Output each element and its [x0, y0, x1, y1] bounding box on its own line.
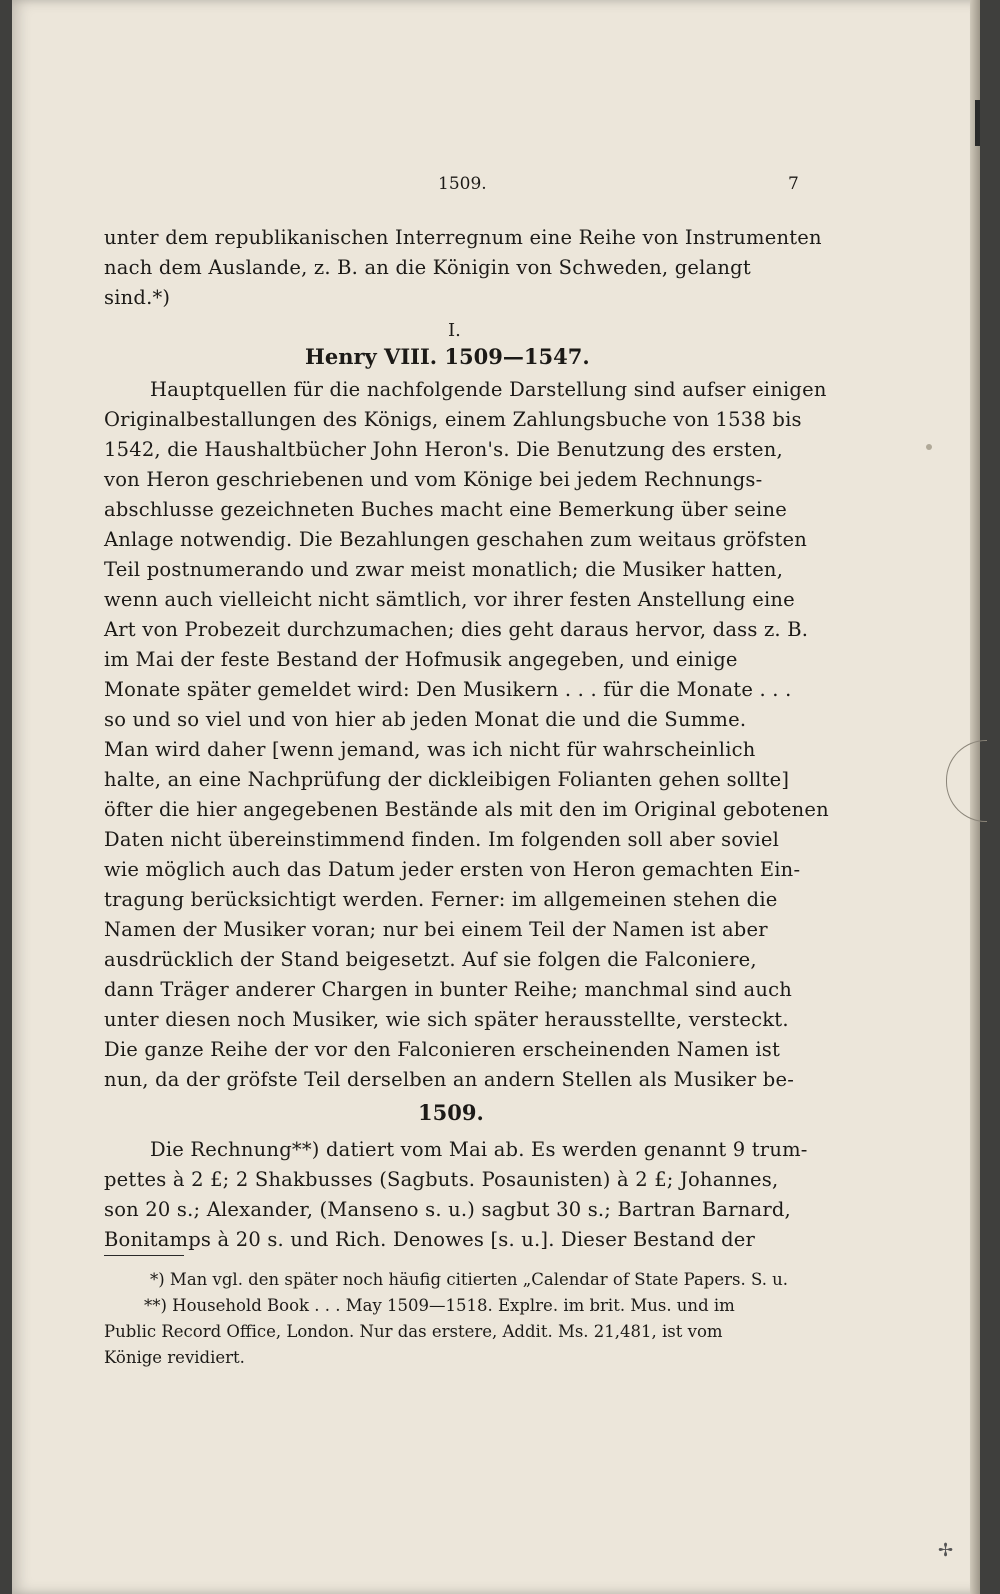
footnote-rule — [104, 1255, 184, 1256]
body-line: 1542, die Haushaltbücher John Heron's. Die Benutzung des ersten, — [104, 438, 783, 461]
body-line: halte, an eine Nachprüfung der dickleibigen Folianten gehen sollte] — [104, 768, 790, 791]
page-tab-mark — [975, 100, 980, 146]
body-line: öfter die hier angegebenen Bestände als mit den im Original gebotenen — [104, 798, 829, 821]
body-line: Daten nicht übereinstimmend finden. Im folgenden soll aber soviel — [104, 828, 780, 851]
body-line: so und so viel und von hier ab jeden Monat die und die Summe. — [104, 708, 747, 731]
body-line: nun, da der gröfste Teil derselben an andern Stellen als Musiker be- — [104, 1068, 794, 1091]
body-line: unter diesen noch Musiker, wie sich später herausstellte, versteckt. — [104, 1008, 789, 1031]
intro-line: nach dem Auslande, z. B. an die Königin von Schweden, gelangt — [104, 256, 751, 279]
body-line: Namen der Musiker voran; nur bei einem Teil der Namen ist aber — [104, 918, 768, 941]
year-line: Die Rechnung**) datiert vom Mai ab. Es werden genannt 9 trum- — [150, 1138, 808, 1161]
body-line: Hauptquellen für die nachfolgende Darstellung sind aufser einigen — [150, 378, 827, 401]
footnote-line: *) Man vgl. den später noch häufig citierten „Calendar of State Papers. S. u. — [150, 1270, 789, 1289]
body-line: Teil postnumerando und zwar meist monatlich; die Musiker hatten, — [104, 558, 784, 581]
year-line: son 20 s.; Alexander, (Manseno s. u.) sagbut 30 s.; Bartran Barnard, — [104, 1198, 791, 1221]
section-title: Henry VIII. 1509—1547. — [305, 344, 590, 369]
intro-line: unter dem republikanischen Interregnum eine Reihe von Instrumenten — [104, 226, 822, 249]
body-line: Die ganze Reihe der vor den Falconieren erscheinenden Namen ist — [104, 1038, 781, 1061]
corner-mark-icon: ✢ — [938, 1540, 954, 1561]
footnote-line: **) Household Book . . . May 1509—1518. Explre. im brit. Mus. und im — [144, 1296, 735, 1315]
footnote-line: Public Record Office, London. Nur das erstere, Addit. Ms. 21,481, ist vom — [104, 1322, 723, 1341]
body-line: Anlage notwendig. Die Bezahlungen geschahen zum weitaus gröfsten — [104, 528, 808, 551]
body-line: wie möglich auch das Datum jeder ersten von Heron gemachten Ein- — [104, 858, 801, 881]
year-line: pettes à 2 £; 2 Shakbusses (Sagbuts. Posaunisten) à 2 £; Johannes, — [104, 1168, 779, 1191]
body-line: ausdrücklich der Stand beigesetzt. Auf sie folgen die Falconiere, — [104, 948, 757, 971]
footnote-line: Könige revidiert. — [104, 1348, 245, 1367]
body-line: Art von Probezeit durchzumachen; dies geht daraus hervor, dass z. B. — [104, 618, 809, 641]
body-line: im Mai der feste Bestand der Hofmusik angegeben, und einige — [104, 648, 738, 671]
year-heading: 1509. — [418, 1100, 484, 1125]
page-number: 7 — [788, 174, 799, 194]
ink-spot — [926, 444, 932, 450]
intro-line: sind.*) — [104, 286, 171, 309]
body-line: wenn auch vielleicht nicht sämtlich, vor ihrer festen Anstellung eine — [104, 588, 795, 611]
body-line: Originalbestallungen des Königs, einem Zahlungsbuche von 1538 bis — [104, 408, 802, 431]
body-line: abschlusse gezeichneten Buches macht eine Bemerkung über seine — [104, 498, 787, 521]
running-head-year: 1509. — [438, 174, 487, 194]
body-line: Man wird daher [wenn jemand, was ich nicht für wahrscheinlich — [104, 738, 756, 761]
body-line: von Heron geschriebenen und vom Könige bei jedem Rechnungs- — [104, 468, 763, 491]
year-line: Bonitamps à 20 s. und Rich. Denowes [s. u.]. Dieser Bestand der — [104, 1228, 756, 1251]
section-number: I. — [448, 320, 461, 341]
body-line: dann Träger anderer Chargen in bunter Reihe; manchmal sind auch — [104, 978, 792, 1001]
body-line: tragung berücksichtigt werden. Ferner: im allgemeinen stehen die — [104, 888, 778, 911]
body-line: Monate später gemeldet wird: Den Musikern . . . für die Monate . . . — [104, 678, 792, 701]
